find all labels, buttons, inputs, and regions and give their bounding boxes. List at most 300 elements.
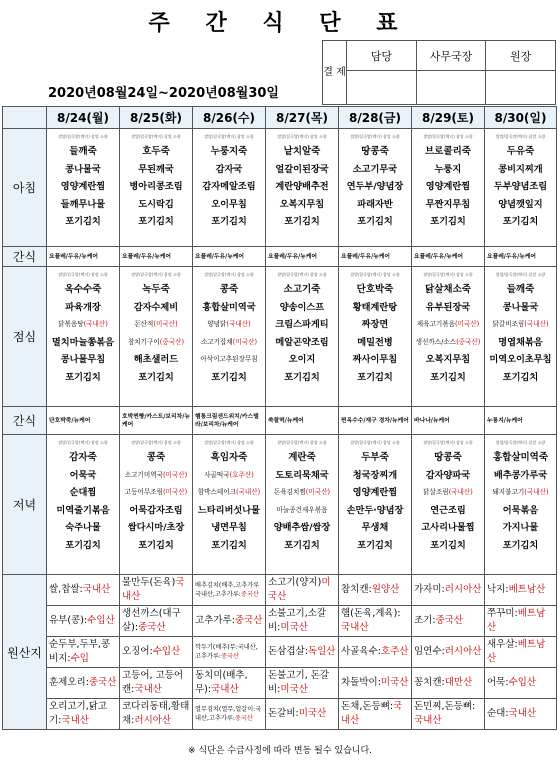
origin-cell <box>412 575 485 606</box>
menu-item: 포기김치 <box>502 216 539 227</box>
menu-item: 무짠지무침 <box>425 198 471 210</box>
breakfast-cell <box>193 129 266 247</box>
menu-item: 들깨죽 <box>69 146 97 157</box>
origin-cell <box>339 606 412 637</box>
dinner-cell <box>412 435 485 575</box>
day-header: 8/27(목) <box>266 107 339 129</box>
snack-cell: 누룽지/뉴케어 <box>485 407 557 435</box>
day-header: 8/29(토) <box>412 107 485 129</box>
origin-cell <box>412 699 485 730</box>
rice-note: 쌀밥/잡곡밥(백미) 찹쌀 소량 <box>58 440 108 445</box>
rice-note: 쌀밥/잡곡밥(백미) 찹쌀 소량 <box>423 272 473 277</box>
snack-cell: 요플레/두유/뉴케어 <box>193 247 266 267</box>
approval-sign-director[interactable] <box>486 71 556 105</box>
origin-cell <box>120 699 193 730</box>
menu-item: 쌈다시마/초장 <box>127 522 185 533</box>
menu-item: 무생채 <box>361 522 389 533</box>
meal-label-snack2: 간식 <box>3 407 47 435</box>
menu-item: 포기김치 <box>65 539 101 551</box>
origin-row <box>3 575 557 606</box>
menu-item: 포기김치 <box>138 371 174 383</box>
menu-item: 감자죽 <box>69 452 97 463</box>
origin-cell <box>266 637 339 668</box>
menu-item: 고등어무조림(미국산) <box>124 488 188 496</box>
menu-item: 어묵감자조림 <box>129 504 183 516</box>
snack-cell: 단호박죽/뉴케어 <box>47 407 120 435</box>
dinner-row <box>3 435 557 575</box>
origin-item: 돈채,돈등뼈: <box>341 701 394 712</box>
origin-item: 유부(콩): <box>49 615 88 626</box>
approval-sign-manager[interactable] <box>416 71 486 105</box>
menu-item: 메밀전병 <box>357 336 393 348</box>
origin-cell <box>339 575 412 606</box>
day-header: 8/28(금) <box>339 107 412 129</box>
menu-item: 파래자반 <box>357 198 393 210</box>
origin-cell <box>339 699 412 730</box>
origin-cell <box>266 575 339 606</box>
menu-item: 오이지 <box>288 354 316 365</box>
origin-tag: (국내산) <box>235 488 261 496</box>
origin-item: 소불고기,소갈비: <box>268 608 327 633</box>
menu-item: 손만두·양념장 <box>346 504 404 516</box>
lunch-cell <box>120 267 193 407</box>
rice-note: 쌀밥/잡곡밥(백미) 찹쌀 소량 <box>58 134 108 139</box>
origin-cell <box>193 637 266 668</box>
origin-tag: (미국산) <box>162 470 188 479</box>
origin-cell <box>47 668 120 699</box>
origin-country: 중국산 <box>88 677 117 688</box>
origin-country: 중국산 <box>234 615 263 626</box>
origin-cell <box>339 637 412 668</box>
origin-country: 미국산 <box>380 677 409 688</box>
rice-note: 쌀밥/잡곡밥(백미) 찹쌀 소량 <box>495 134 546 139</box>
menu-item: 땅콩죽 <box>361 146 389 157</box>
origin-item: 차돌박이: <box>341 677 381 688</box>
menu-item: 생선까스/소스(중국산) <box>415 337 481 346</box>
menu-item: 감자국 <box>215 163 243 175</box>
origin-country: 중국산 <box>240 591 259 598</box>
origin-country: 국내산 <box>134 684 162 695</box>
rice-note: 쌀밥/잡곡밥(백미) 찹쌀 소량 <box>350 440 400 445</box>
menu-item: 포기김치 <box>211 371 247 383</box>
rice-note: 쌀밥/잡곡밥(백미) 찹쌀 소량 <box>495 440 546 445</box>
menu-item: 흑임자죽 <box>210 452 248 463</box>
rice-note: 쌀밥/잡곡밥(백미) 찹쌀 소량 <box>350 134 400 139</box>
rice-note: 쌀밥/잡곡밥(백미) 찹쌀 소량 <box>423 440 473 445</box>
menu-item: 어묵국 <box>69 469 97 481</box>
rice-note: 쌀밥/잡곡밥(백미) 찹쌀 소량 <box>423 134 473 139</box>
menu-item: 도시락김 <box>138 198 174 210</box>
origin-item: 조기: <box>414 615 436 626</box>
menu-item: 닭갈비조림(국내산) <box>492 320 549 328</box>
menu-item: 돼지불고기(국내산) <box>492 488 549 496</box>
menu-item: 영양계란찜 <box>352 487 398 498</box>
origin-item: 돈민찌,돈등뼈: <box>414 701 476 712</box>
menu-item: 포기김치 <box>502 539 539 551</box>
origin-cell <box>47 606 120 637</box>
menu-item: 짜장면 <box>361 319 389 330</box>
menu-item: 멸치마늘쫑볶음 <box>51 336 115 348</box>
menu-item: 홍합살미역죽 <box>492 452 549 463</box>
dinner-cell <box>193 435 266 575</box>
menu-item: 브로콜리죽 <box>425 146 471 157</box>
day-header: 8/30(일) <box>485 107 557 129</box>
snack-cell: 쑥찰떡/뉴케어 <box>266 407 339 435</box>
origin-cell <box>120 668 193 699</box>
origin-country: 독일산 <box>307 646 336 657</box>
menu-item: 포기김치 <box>357 216 393 227</box>
origin-item: 낙지: <box>487 584 509 595</box>
origin-country: 중국산 <box>138 622 166 633</box>
menu-item: 포기김치 <box>430 539 466 551</box>
origin-country: 원양산 <box>371 584 400 595</box>
snack-cell: 요플레/두유/뉴케어 <box>339 247 412 267</box>
origin-item: 오징어: <box>122 646 153 657</box>
origin-tag: (미국산) <box>232 337 258 346</box>
menu-item: 미역줄기볶음 <box>56 504 110 516</box>
origin-cell <box>266 699 339 730</box>
menu-item: 어묵볶음 <box>502 504 539 516</box>
origin-country: 국내산 <box>414 715 442 726</box>
snack-cell: 요플레/두유/뉴케어 <box>485 247 557 267</box>
origin-cell <box>485 606 557 637</box>
menu-item: 콩나물국 <box>65 163 101 175</box>
snack-cell: 햄통크림샌드위치/카스텔라/보리차/뉴케어 <box>193 407 266 435</box>
menu-item: 옥수수죽 <box>64 284 102 295</box>
origin-cell <box>412 637 485 668</box>
origin-cell <box>120 575 193 606</box>
menu-item: 콩나물무침 <box>60 354 106 365</box>
menu-item: 누룽지죽 <box>210 146 248 157</box>
menu-item: 낱치알죽 <box>283 146 321 157</box>
menu-item: 포기김치 <box>430 216 466 227</box>
origin-country: 중국산 <box>221 653 239 660</box>
menu-item: 닭볶음탕(국내산) <box>58 320 108 328</box>
menu-item: 연두부/양념장 <box>346 181 404 192</box>
origin-cell <box>120 637 193 668</box>
origin-cell <box>193 699 266 730</box>
origin-item: 돈갈비: <box>268 708 299 719</box>
origin-item: 훈제오리: <box>49 677 89 688</box>
origin-tag: (국내산) <box>83 320 108 328</box>
origin-tag: (국내산) <box>226 320 251 328</box>
approval-role-staff: 담당 <box>347 41 417 71</box>
menu-item: 감자양파국 <box>425 469 471 481</box>
menu-item: 함박스테이크(국내산) <box>197 488 261 496</box>
menu-period: 2020년08월24일~2020년08월30일 <box>48 86 279 101</box>
menu-item: 계란죽 <box>288 452 316 463</box>
day-header: 8/25(화) <box>120 107 193 129</box>
origin-item: 돈삼겹살: <box>268 646 308 657</box>
menu-item: 땅콩죽 <box>434 452 462 463</box>
page-title: 주 간 식 단 표 <box>148 11 412 36</box>
origin-country: 미국산 <box>280 684 308 695</box>
menu-item: 명엽채볶음 <box>498 336 543 348</box>
origin-item: 임연수: <box>414 646 445 657</box>
menu-item: 오복지무침 <box>279 198 325 210</box>
menu-item: 얼갈이된장국 <box>275 163 329 175</box>
rice-note: 쌀밥/잡곡밥(백미) 찹쌀 소량 <box>204 272 254 277</box>
origin-cell <box>120 606 193 637</box>
menu-item: 황태계란탕 <box>352 301 398 313</box>
origin-country: 베트남산 <box>487 608 546 633</box>
menu-item: 포기김치 <box>65 371 101 383</box>
menu-item: 포기김치 <box>502 371 539 383</box>
origin-country: 국내산 <box>61 715 89 726</box>
origin-tag: (중국산) <box>159 337 185 346</box>
origin-item: 사골육수: <box>341 646 381 657</box>
menu-item: 제육고기볶음(미국산) <box>416 320 480 328</box>
origin-country: 국내산 <box>122 577 185 602</box>
origin-country: 국내산 <box>508 708 537 719</box>
snack-cell: 바나나/뉴케어 <box>412 407 485 435</box>
menu-item: 소고기잡채(미국산) <box>200 337 258 346</box>
menu-item: 짜사이무침 <box>352 354 398 365</box>
menu-item: 순대찜 <box>69 487 97 498</box>
menu-item: 양송이스프 <box>279 301 325 313</box>
origin-tag: (중국산) <box>456 337 481 346</box>
origin-country: 미국산 <box>268 577 331 602</box>
menu-item: 콩비지찌개 <box>498 163 543 175</box>
menu-item: 숙주나물 <box>65 522 101 533</box>
menu-item: 양배추쌈/쌈장 <box>273 522 331 533</box>
origin-tag: (미국산) <box>454 320 480 328</box>
breakfast-cell <box>485 129 557 247</box>
rice-note: 쌀밥/잡곡밥(백미) 찹쌀 소량 <box>131 440 181 445</box>
menu-item: 포기김치 <box>357 371 393 383</box>
menu-item: 참치기구이(중국산) <box>127 337 185 346</box>
menu-item: 닭살조림(국내산) <box>423 488 473 496</box>
origin-item: 가자미: <box>414 584 445 595</box>
rice-note: 쌀밥/잡곡밥(백미) 찹쌀 소량 <box>131 134 181 139</box>
origin-tag: (미국산) <box>153 320 178 328</box>
origin-country: 러시아산 <box>444 646 482 657</box>
menu-item: 돈육김치찜(미국산) <box>273 488 331 496</box>
menu-item: 포기김치 <box>65 216 101 227</box>
origin-tag: (국내산) <box>524 488 549 496</box>
menu-item: 포기김치 <box>138 539 174 551</box>
menu-item: 파육개장 <box>65 301 101 313</box>
origin-item: 참치캔: <box>341 584 372 595</box>
origin-item: 생선까스(대구살): <box>122 608 181 633</box>
meal-label-lunch: 점심 <box>3 267 47 407</box>
menu-item: 들깨죽 <box>506 284 535 295</box>
origin-cell <box>485 575 557 606</box>
menu-item: 느타리버섯나물 <box>197 504 261 516</box>
menu-item: 무된깨국 <box>138 163 174 175</box>
menu-item: 계란양배추전 <box>275 181 329 192</box>
origin-country: 중국산 <box>435 615 464 626</box>
origin-country: 국내산 <box>82 584 111 595</box>
menu-item: 콩죽 <box>219 284 239 295</box>
origin-item: 열무김치(열무,얼갈이:국내산,고추가루: <box>195 706 262 722</box>
menu-item: 양념깻잎지 <box>498 198 543 210</box>
menu-item: 단호박죽 <box>356 284 394 295</box>
origin-item: 오리고기,닭고기: <box>49 701 108 726</box>
origin-country: 국내산 <box>341 622 369 633</box>
footer-note: ※ 식단은 수급사정에 따라 변동 될수 있습니다. <box>187 746 373 756</box>
origin-country: 베트남산 <box>487 639 546 664</box>
origin-item: 쭈꾸미: <box>487 608 518 619</box>
menu-item: 마늘종건새우볶음 <box>276 505 328 514</box>
origin-country: 베트남산 <box>508 584 546 595</box>
origin-country: 국내산 <box>211 684 239 695</box>
origin-cell <box>47 637 120 668</box>
origin-row <box>3 699 557 730</box>
rice-note: 쌀밥/잡곡밥(백미) 찹쌀 소량 <box>350 272 400 277</box>
menu-item: 미역오이초무침 <box>489 354 552 365</box>
origin-cell <box>266 668 339 699</box>
dinner-cell <box>266 435 339 575</box>
rice-note: 쌀밥/잡곡밥(백미) 찹쌀 소량 <box>58 272 108 277</box>
day-header: 8/26(수) <box>193 107 266 129</box>
dinner-cell <box>120 435 193 575</box>
rice-note: 쌀밥/잡곡밥(백미) 찹쌀 소량 <box>277 134 327 139</box>
menu-item: 포기김치 <box>357 539 393 551</box>
menu-item: 도토리묵채국 <box>275 469 329 481</box>
rice-note: 쌀밥/잡곡밥(백미) 찹쌀 소량 <box>495 272 546 277</box>
origin-cell <box>339 668 412 699</box>
origin-country: 수입산 <box>508 677 537 688</box>
meal-label-dinner: 저녁 <box>3 435 47 575</box>
origin-country: 중국산 <box>234 715 253 722</box>
origin-row <box>3 668 557 699</box>
menu-item: 포기김치 <box>284 539 320 551</box>
menu-item: 두유죽 <box>506 146 535 157</box>
header-corner <box>3 107 47 129</box>
origin-cell <box>47 575 120 606</box>
origin-item: 꽁치캔: <box>414 677 445 688</box>
lunch-cell <box>193 267 266 407</box>
lunch-cell <box>47 267 120 407</box>
origin-item: 어묵: <box>487 677 509 688</box>
origin-tag: (미국산) <box>162 488 188 496</box>
dinner-cell <box>47 435 120 575</box>
origin-item: 배추김치(배추,고추가루 국내산,고추가루: <box>195 582 260 598</box>
breakfast-cell <box>120 129 193 247</box>
origin-cell <box>47 699 120 730</box>
origin-country: 미국산 <box>298 708 327 719</box>
origin-item: 돈불고기, 돈갈비: <box>268 670 330 695</box>
origin-cell <box>412 668 485 699</box>
origin-item: 물만두(돈육) <box>122 577 176 588</box>
snack-row <box>3 247 557 267</box>
snack-cell: 요플레/두유/뉴케어 <box>47 247 120 267</box>
menu-item: 돈산적(미국산) <box>134 320 178 328</box>
lunch-cell <box>485 267 557 407</box>
origin-item: 고추가루: <box>195 615 235 626</box>
menu-item: 사골떡국(호주산) <box>204 470 254 479</box>
origin-cell <box>412 606 485 637</box>
menu-item: 닭살채소죽 <box>425 284 471 295</box>
menu-item: 포기김치 <box>211 539 247 551</box>
menu-item: 호두죽 <box>142 146 170 157</box>
origin-item: 순두부,두부,콩비지: <box>49 639 111 664</box>
menu-item: 들깨무나물 <box>60 198 106 210</box>
breakfast-cell <box>412 129 485 247</box>
snack-cell: 찐옥수수/재구 경차/뉴케어 <box>339 407 412 435</box>
lunch-cell <box>412 267 485 407</box>
origin-country: 러시아산 <box>134 715 172 726</box>
day-header: 8/24(월) <box>47 107 120 129</box>
menu-item: 포기김치 <box>430 371 466 383</box>
breakfast-cell <box>339 129 412 247</box>
origin-row <box>3 606 557 637</box>
origin-item: 소고기(양지) <box>268 577 322 588</box>
breakfast-cell <box>47 129 120 247</box>
menu-item: 아삭이고추된장무침 <box>200 355 258 363</box>
menu-item: 청국장찌개 <box>352 469 398 481</box>
approval-box <box>322 40 556 105</box>
origin-cell <box>193 575 266 606</box>
menu-item: 유부된장국 <box>425 301 471 313</box>
origin-country: 수입산 <box>152 646 181 657</box>
approval-role-director: 원장 <box>486 41 556 71</box>
origin-row <box>3 637 557 668</box>
rice-note: 쌀밥/잡곡밥(백미) 찹쌀 소량 <box>204 134 254 139</box>
menu-item: 콩죽 <box>146 452 166 463</box>
menu-item: 냉면무침 <box>211 522 247 533</box>
menu-item: 영양계란찜 <box>425 181 471 192</box>
origin-country: 호주산 <box>380 646 409 657</box>
menu-item: 포기김치 <box>284 216 320 227</box>
approval-role-manager: 사무국장 <box>416 41 486 71</box>
menu-item: 녹두죽 <box>142 284 170 295</box>
menu-item: 포기김치 <box>138 216 174 227</box>
menu-item: 홍합살미역국 <box>202 301 256 313</box>
approval-sign-staff[interactable] <box>347 71 417 105</box>
dinner-cell <box>339 435 412 575</box>
origin-cell <box>193 668 266 699</box>
rice-note: 쌀밥/잡곡밥(백미) 찹쌀 소량 <box>277 440 327 445</box>
menu-item: 해초샐러드 <box>133 354 179 365</box>
menu-item: 배추콩가루국 <box>493 469 548 481</box>
origin-item: 깍두기(배추)무:국내산,고추가루: <box>195 644 258 660</box>
menu-item: 양념닭(국내산) <box>207 320 251 328</box>
menu-item: 두부양념조림 <box>493 181 548 192</box>
snack2-row <box>3 407 557 435</box>
menu-item: 크림스파게티 <box>275 319 329 330</box>
menu-item: 소고기무국 <box>352 163 398 175</box>
rice-note: 쌀밥/잡곡밥(백미) 찹쌀 소량 <box>131 272 181 277</box>
origin-cell <box>266 606 339 637</box>
weekly-menu-table <box>2 106 557 730</box>
origin-tag: (미국산) <box>305 488 331 496</box>
menu-item: 감자수제비 <box>133 301 179 313</box>
origin-item: 쌀,찹쌀: <box>49 584 83 595</box>
snack-cell: 호박찐빵/카스트/보리차/뉴케어 <box>120 407 193 435</box>
origin-country: 대만산 <box>444 677 473 688</box>
meal-label-origin: 원산지 <box>3 575 47 730</box>
menu-item: 영양계란찜 <box>60 181 106 192</box>
menu-item: 메알곤약조림 <box>275 336 329 348</box>
menu-item: 가지나물 <box>502 522 539 533</box>
origin-tag: (국내산) <box>524 320 549 328</box>
origin-country: 미국산 <box>280 622 308 633</box>
menu-item: 소고기미역국(미국산) <box>124 470 188 479</box>
menu-item: 소고기죽 <box>283 284 321 295</box>
dinner-cell <box>485 435 557 575</box>
snack-cell: 요플레/두유/뉴케어 <box>412 247 485 267</box>
breakfast-cell <box>266 129 339 247</box>
origin-cell <box>485 699 557 730</box>
rice-note: 쌀밥/잡곡밥(백미) 찹쌀 소량 <box>204 440 254 445</box>
menu-item: 오복지무침 <box>425 354 471 365</box>
day-header-row <box>3 107 557 129</box>
origin-country: 수입산 <box>87 615 115 626</box>
origin-item: 햄(돈육,계육): <box>341 608 401 619</box>
origin-tag: (국내산) <box>448 488 473 496</box>
